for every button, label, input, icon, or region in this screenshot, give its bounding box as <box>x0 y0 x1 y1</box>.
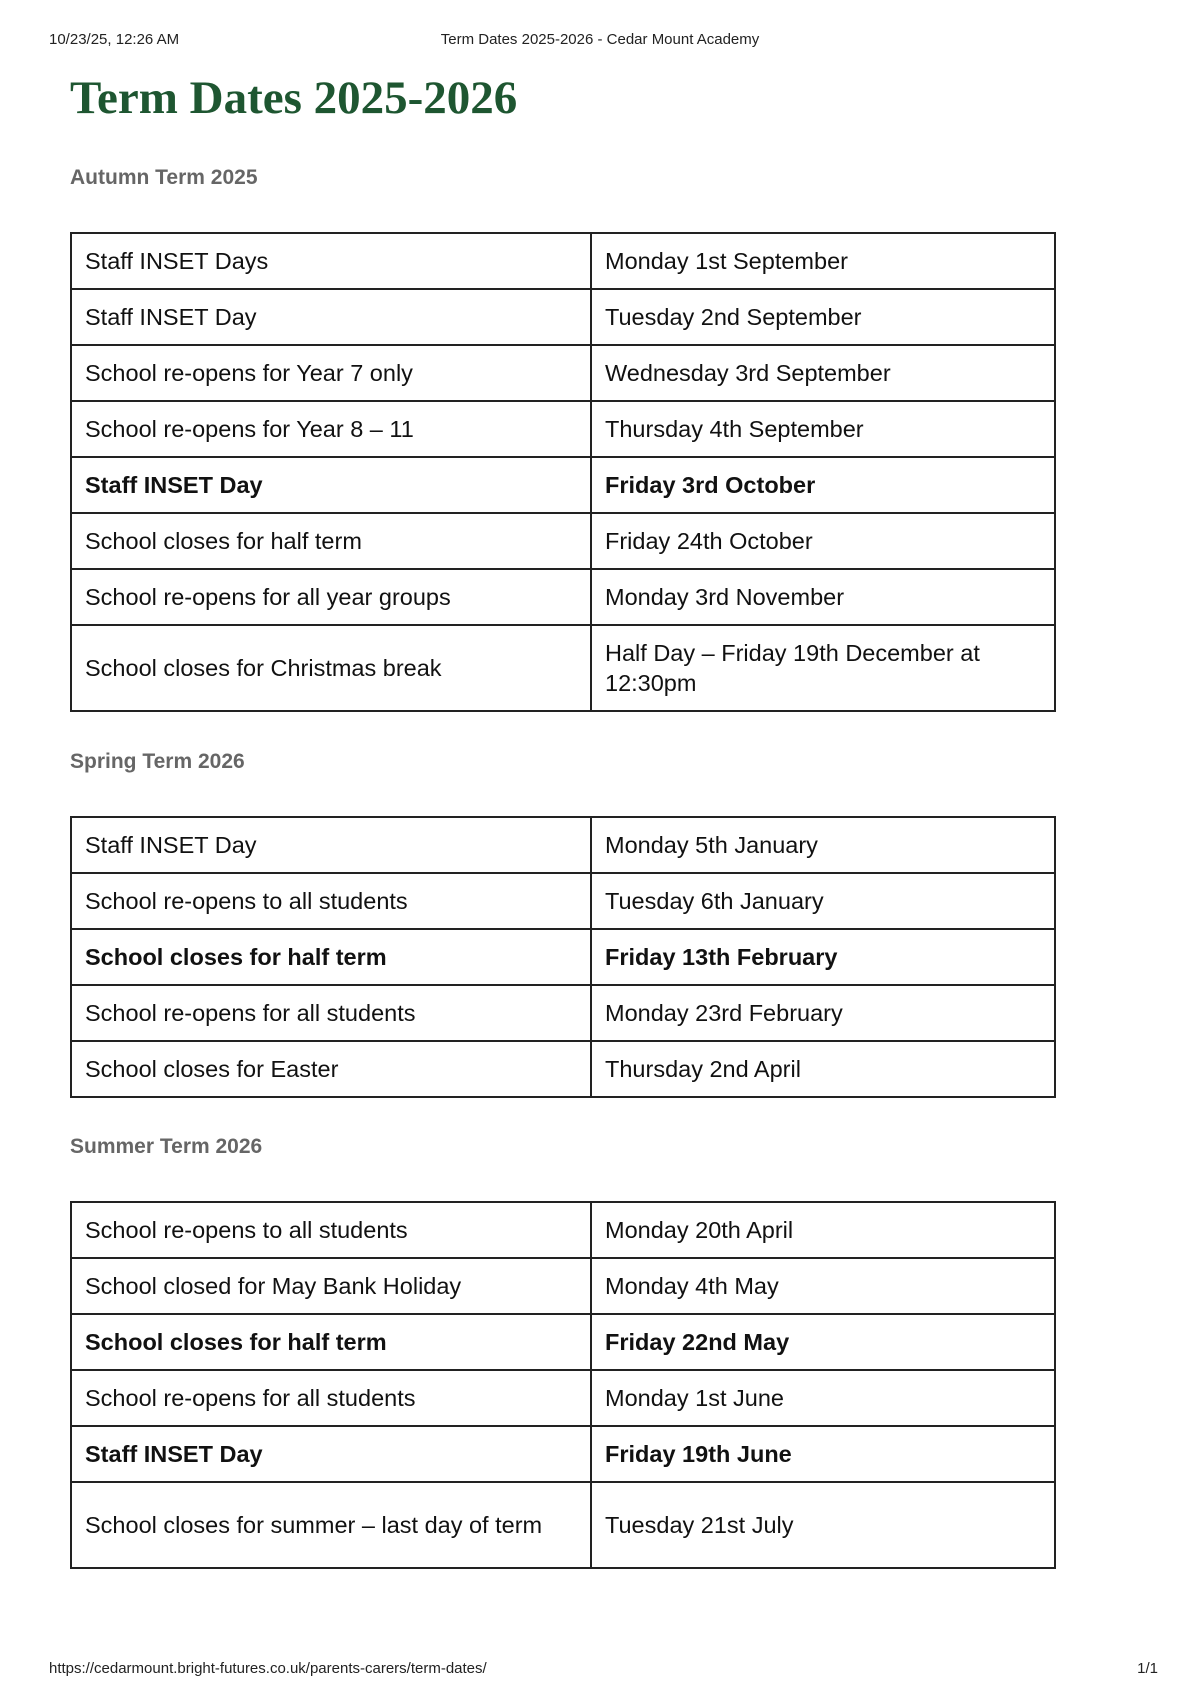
table-row <box>71 401 1055 457</box>
event-cell: School closes for summer – last day of term <box>71 1482 591 1568</box>
date-cell: Tuesday 2nd September <box>591 289 1055 345</box>
term-table-summer <box>70 1201 1056 1569</box>
date-cell: Monday 3rd November <box>591 569 1055 625</box>
table-row <box>71 1041 1055 1097</box>
date-cell: Monday 1st June <box>591 1370 1055 1426</box>
table-row <box>71 345 1055 401</box>
table-row <box>71 625 1055 711</box>
print-document-title: Term Dates 2025-2026 - Cedar Mount Academy <box>440 31 760 48</box>
event-cell: School re-opens for all students <box>71 985 591 1041</box>
event-cell: School re-opens for all year groups <box>71 569 591 625</box>
date-cell: Half Day – Friday 19th December at 12:30pm <box>591 625 1055 711</box>
table-row <box>71 1314 1055 1370</box>
event-cell: Staff INSET Day <box>71 817 591 873</box>
term-table-autumn <box>70 232 1056 712</box>
date-cell: Thursday 4th September <box>591 401 1055 457</box>
date-cell: Friday 19th June <box>591 1426 1055 1482</box>
table-row <box>71 1482 1055 1568</box>
table-row <box>71 817 1055 873</box>
date-cell: Friday 22nd May <box>591 1314 1055 1370</box>
event-cell: School closes for Christmas break <box>71 625 591 711</box>
date-cell: Monday 1st September <box>591 233 1055 289</box>
date-cell: Friday 3rd October <box>591 457 1055 513</box>
table-row <box>71 513 1055 569</box>
table-row <box>71 985 1055 1041</box>
date-cell: Tuesday 6th January <box>591 873 1055 929</box>
table-row <box>71 1258 1055 1314</box>
event-cell: School re-opens for Year 8 – 11 <box>71 401 591 457</box>
event-cell: Staff INSET Day <box>71 289 591 345</box>
table-row <box>71 233 1055 289</box>
date-cell: Friday 13th February <box>591 929 1055 985</box>
event-cell: Staff INSET Day <box>71 457 591 513</box>
date-cell: Monday 5th January <box>591 817 1055 873</box>
page-title: Term Dates 2025-2026 <box>70 72 518 124</box>
event-cell: School closes for half term <box>71 929 591 985</box>
table-row <box>71 457 1055 513</box>
date-cell: Friday 24th October <box>591 513 1055 569</box>
event-cell: School closed for May Bank Holiday <box>71 1258 591 1314</box>
print-footer <box>0 1660 1200 1680</box>
event-cell: School closes for Easter <box>71 1041 591 1097</box>
table-row <box>71 289 1055 345</box>
event-cell: School re-opens to all students <box>71 1202 591 1258</box>
page-url: https://cedarmount.bright-futures.co.uk/parents-carers/term-dates/ <box>49 1660 487 1677</box>
date-cell: Wednesday 3rd September <box>591 345 1055 401</box>
event-cell: School re-opens for all students <box>71 1370 591 1426</box>
table-row <box>71 873 1055 929</box>
date-cell: Monday 23rd February <box>591 985 1055 1041</box>
date-cell: Monday 4th May <box>591 1258 1055 1314</box>
event-cell: School closes for half term <box>71 513 591 569</box>
event-cell: School re-opens for Year 7 only <box>71 345 591 401</box>
date-cell: Monday 20th April <box>591 1202 1055 1258</box>
event-cell: Staff INSET Days <box>71 233 591 289</box>
term-heading-autumn: Autumn Term 2025 <box>70 166 258 189</box>
table-row <box>71 1426 1055 1482</box>
page-number: 1/1 <box>1137 1660 1158 1677</box>
event-cell: School closes for half term <box>71 1314 591 1370</box>
term-table-spring <box>70 816 1056 1098</box>
date-cell: Thursday 2nd April <box>591 1041 1055 1097</box>
event-cell: School re-opens to all students <box>71 873 591 929</box>
term-heading-summer: Summer Term 2026 <box>70 1135 263 1158</box>
table-row <box>71 1370 1055 1426</box>
table-row <box>71 1202 1055 1258</box>
table-row <box>71 929 1055 985</box>
event-cell: Staff INSET Day <box>71 1426 591 1482</box>
date-cell: Tuesday 21st July <box>591 1482 1055 1568</box>
print-header <box>0 31 1200 51</box>
print-datetime: 10/23/25, 12:26 AM <box>49 31 180 48</box>
table-row <box>71 569 1055 625</box>
term-heading-spring: Spring Term 2026 <box>70 750 245 773</box>
